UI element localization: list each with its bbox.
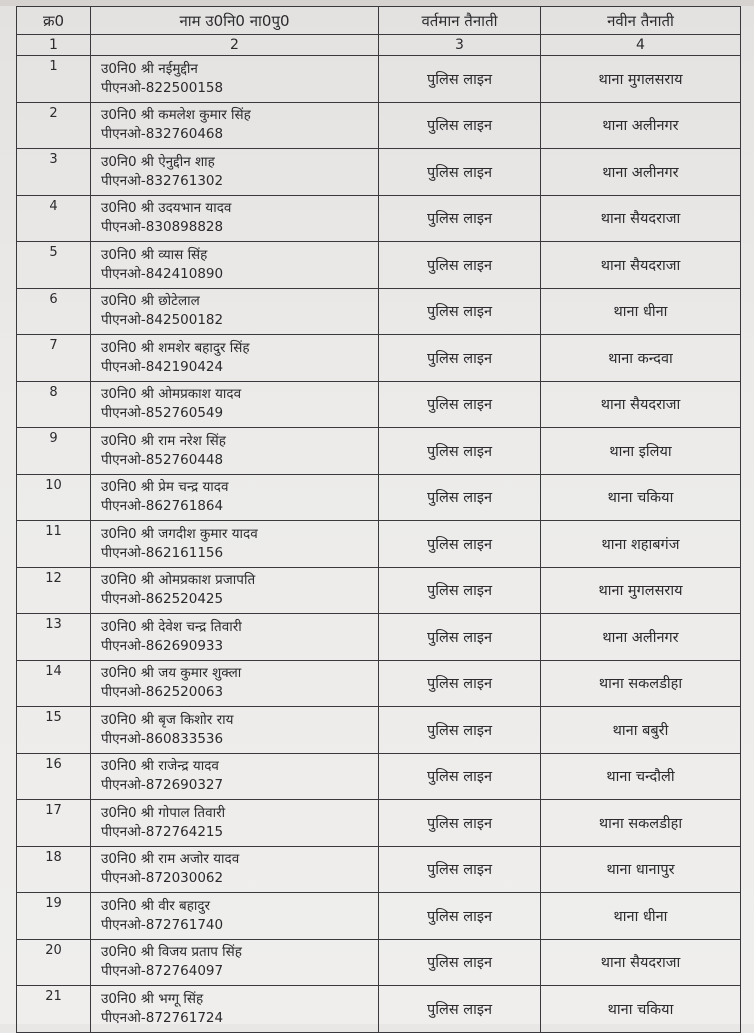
table-row — [17, 893, 741, 940]
table-row — [17, 381, 741, 428]
serial-number: 14 — [17, 660, 91, 707]
current-posting: पुलिस लाइन — [379, 381, 541, 428]
serial-number: 12 — [17, 567, 91, 614]
current-posting: पुलिस लाइन — [379, 288, 541, 335]
officer-pno: पीएनओ-832760468 — [101, 126, 224, 143]
officer-name: उ0नि0 श्री गोपाल तिवारी — [101, 804, 226, 821]
officer-pno: पीएनओ-862161156 — [101, 544, 224, 561]
new-posting: थाना चन्दौली — [541, 753, 741, 800]
officer-cell — [91, 893, 379, 940]
current-posting: पुलिस लाइन — [379, 660, 541, 707]
officer-pno: पीएनओ-822500158 — [101, 79, 224, 96]
current-posting: पुलिस लाइन — [379, 753, 541, 800]
new-posting: थाना मुगलसराय — [541, 567, 741, 614]
serial-number: 21 — [17, 986, 91, 1033]
header-new-posting: नवीन तैनाती — [541, 7, 741, 35]
officer-name: उ0नि0 श्री व्यास सिंह — [101, 246, 208, 263]
new-posting: थाना अलीनगर — [541, 102, 741, 149]
table-row — [17, 521, 741, 568]
officer-name: उ0नि0 श्री ओमप्रकाश प्रजापति — [101, 572, 256, 589]
current-posting: पुलिस लाइन — [379, 102, 541, 149]
new-posting: थाना बबुरी — [541, 707, 741, 754]
officer-pno: पीएनओ-862690933 — [101, 637, 224, 654]
officer-pno: पीएनओ-842410890 — [101, 265, 224, 282]
officer-pno: पीएनओ-832761302 — [101, 172, 224, 189]
column-number: 1 — [17, 35, 91, 56]
table-row — [17, 335, 741, 382]
serial-number: 8 — [17, 381, 91, 428]
officer-cell — [91, 56, 379, 103]
serial-number: 20 — [17, 939, 91, 986]
new-posting: थाना चकिया — [541, 986, 741, 1033]
officer-name: उ0नि0 श्री बृज किशोर राय — [101, 711, 234, 728]
officer-name: उ0नि0 श्री देवेश चन्द्र तिवारी — [101, 618, 242, 635]
officer-pno: पीएनओ-830898828 — [101, 219, 224, 236]
column-number: 4 — [541, 35, 741, 56]
serial-number: 7 — [17, 335, 91, 382]
officer-pno: पीएनओ-852760549 — [101, 405, 224, 422]
current-posting: पुलिस लाइन — [379, 195, 541, 242]
current-posting: पुलिस लाइन — [379, 335, 541, 382]
officer-name: उ0नि0 श्री जय कुमार शुक्ला — [101, 665, 242, 682]
officer-cell — [91, 102, 379, 149]
serial-number: 13 — [17, 614, 91, 661]
new-posting: थाना सैयदराजा — [541, 195, 741, 242]
current-posting: पुलिस लाइन — [379, 800, 541, 847]
officer-name: उ0नि0 श्री प्रेम चन्द्र यादव — [101, 479, 229, 496]
new-posting: थाना धीना — [541, 893, 741, 940]
officer-pno: पीएनओ-872761724 — [101, 1009, 224, 1026]
serial-number: 17 — [17, 800, 91, 847]
new-posting: थाना कन्दवा — [541, 335, 741, 382]
officer-name: उ0नि0 श्री छोटेलाल — [101, 293, 200, 310]
officer-cell — [91, 707, 379, 754]
officer-pno: पीएनओ-842500182 — [101, 312, 224, 329]
officer-pno: पीएनओ-860833536 — [101, 730, 224, 747]
officer-name: उ0नि0 श्री राजेन्द्र यादव — [101, 758, 219, 775]
table-row — [17, 428, 741, 475]
new-posting: थाना धीना — [541, 288, 741, 335]
officer-name: उ0नि0 श्री भग्गू सिंह — [101, 990, 204, 1007]
current-posting: पुलिस लाइन — [379, 846, 541, 893]
officer-name: उ0नि0 श्री राम अजोर यादव — [101, 851, 240, 868]
column-number-row — [17, 35, 741, 56]
officer-cell — [91, 521, 379, 568]
officer-name: उ0नि0 श्री ओमप्रकाश यादव — [101, 386, 242, 403]
officer-cell — [91, 428, 379, 475]
officer-pno: पीएनओ-852760448 — [101, 451, 224, 468]
officer-cell — [91, 195, 379, 242]
officer-cell — [91, 939, 379, 986]
serial-number: 6 — [17, 288, 91, 335]
serial-number: 19 — [17, 893, 91, 940]
current-posting: पुलिस लाइन — [379, 56, 541, 103]
table-row — [17, 474, 741, 521]
serial-number: 9 — [17, 428, 91, 475]
column-number: 3 — [379, 35, 541, 56]
serial-number: 18 — [17, 846, 91, 893]
officer-cell — [91, 242, 379, 289]
current-posting: पुलिस लाइन — [379, 614, 541, 661]
serial-number: 16 — [17, 753, 91, 800]
officer-name: उ0नि0 श्री वीर बहादुर — [101, 897, 211, 914]
officer-cell — [91, 288, 379, 335]
new-posting: थाना अलीनगर — [541, 149, 741, 196]
header-current-posting: वर्तमान तैनाती — [379, 7, 541, 35]
serial-number: 4 — [17, 195, 91, 242]
officer-pno: पीएनओ-862520063 — [101, 684, 224, 701]
new-posting: थाना सैयदराजा — [541, 242, 741, 289]
officer-name: उ0नि0 श्री शमशेर बहादुर सिंह — [101, 339, 250, 356]
table-row — [17, 102, 741, 149]
current-posting: पुलिस लाइन — [379, 707, 541, 754]
new-posting: थाना सैयदराजा — [541, 939, 741, 986]
current-posting: पुलिस लाइन — [379, 986, 541, 1033]
new-posting: थाना चकिया — [541, 474, 741, 521]
serial-number: 11 — [17, 521, 91, 568]
officer-pno: पीएनओ-872764215 — [101, 823, 224, 840]
officer-pno: पीएनओ-842190424 — [101, 358, 224, 375]
column-number: 2 — [91, 35, 379, 56]
new-posting: थाना शहाबगंज — [541, 521, 741, 568]
table-row — [17, 567, 741, 614]
officer-cell — [91, 660, 379, 707]
officer-name: उ0नि0 श्री नईमुद्दीन — [101, 60, 198, 77]
officer-pno: पीएनओ-872764097 — [101, 963, 224, 980]
officer-pno: पीएनओ-872030062 — [101, 870, 224, 887]
table-row — [17, 660, 741, 707]
new-posting: थाना धानापुर — [541, 846, 741, 893]
officer-name: उ0नि0 श्री कमलेश कुमार सिंह — [101, 107, 251, 124]
officer-name: उ0नि0 श्री ऐनुद्दीन शाह — [101, 153, 215, 170]
officer-cell — [91, 567, 379, 614]
current-posting: पुलिस लाइन — [379, 567, 541, 614]
officer-name: उ0नि0 श्री उदयभान यादव — [101, 200, 232, 217]
officer-cell — [91, 753, 379, 800]
transfer-table — [16, 6, 741, 1033]
officer-cell — [91, 614, 379, 661]
new-posting: थाना सैयदराजा — [541, 381, 741, 428]
serial-number: 10 — [17, 474, 91, 521]
officer-cell — [91, 474, 379, 521]
officer-cell — [91, 149, 379, 196]
table-row — [17, 614, 741, 661]
officer-name: उ0नि0 श्री विजय प्रताप सिंह — [101, 944, 242, 961]
serial-number: 3 — [17, 149, 91, 196]
current-posting: पुलिस लाइन — [379, 521, 541, 568]
officer-cell — [91, 381, 379, 428]
new-posting: थाना सकलडीहा — [541, 800, 741, 847]
officer-name: उ0नि0 श्री जगदीश कुमार यादव — [101, 525, 258, 542]
header-name: नाम उ0नि0 ना0पु0 — [91, 7, 379, 35]
current-posting: पुलिस लाइन — [379, 893, 541, 940]
table-body — [17, 35, 741, 1033]
serial-number: 5 — [17, 242, 91, 289]
current-posting: पुलिस लाइन — [379, 939, 541, 986]
table-row — [17, 939, 741, 986]
officer-cell — [91, 846, 379, 893]
serial-number: 2 — [17, 102, 91, 149]
officer-pno: पीएनओ-872761740 — [101, 916, 224, 933]
serial-number: 15 — [17, 707, 91, 754]
officer-pno: पीएनओ-862761864 — [101, 498, 224, 515]
current-posting: पुलिस लाइन — [379, 149, 541, 196]
table-row — [17, 288, 741, 335]
table-row — [17, 56, 741, 103]
table-row — [17, 149, 741, 196]
officer-cell — [91, 800, 379, 847]
officer-pno: पीएनओ-862520425 — [101, 591, 224, 608]
new-posting: थाना सकलडीहा — [541, 660, 741, 707]
officer-cell — [91, 986, 379, 1033]
current-posting: पुलिस लाइन — [379, 242, 541, 289]
serial-number: 1 — [17, 56, 91, 103]
table-row — [17, 753, 741, 800]
new-posting: थाना इलिया — [541, 428, 741, 475]
officer-pno: पीएनओ-872690327 — [101, 777, 224, 794]
table-row — [17, 707, 741, 754]
header-serial: क्र0 — [17, 7, 91, 35]
table-row — [17, 195, 741, 242]
table-row — [17, 800, 741, 847]
table-row — [17, 846, 741, 893]
table-row — [17, 986, 741, 1033]
new-posting: थाना मुगलसराय — [541, 56, 741, 103]
officer-cell — [91, 335, 379, 382]
table-header — [17, 7, 741, 35]
officer-name: उ0नि0 श्री राम नरेश सिंह — [101, 432, 226, 449]
current-posting: पुलिस लाइन — [379, 428, 541, 475]
table-row — [17, 242, 741, 289]
new-posting: थाना अलीनगर — [541, 614, 741, 661]
current-posting: पुलिस लाइन — [379, 474, 541, 521]
